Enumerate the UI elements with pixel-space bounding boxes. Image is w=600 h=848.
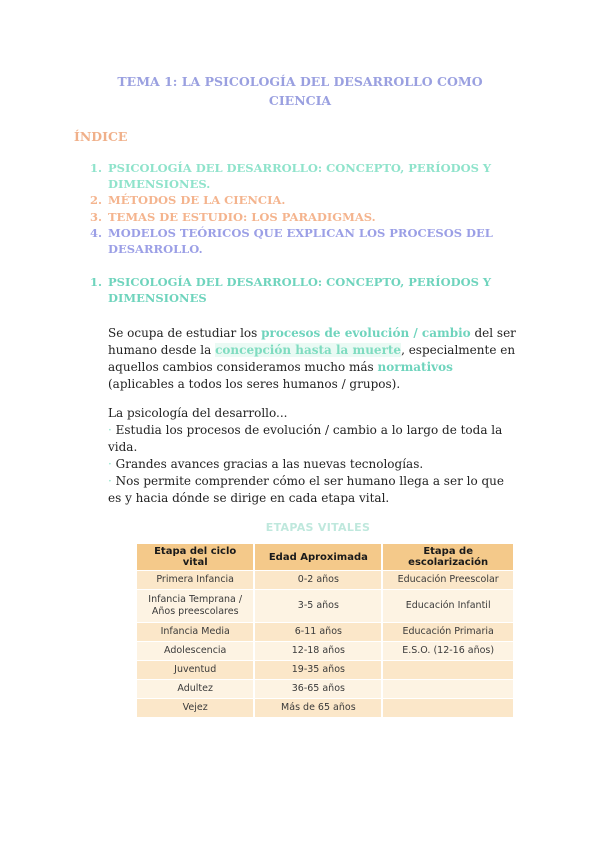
column-header: Etapa del ciclo vital bbox=[137, 544, 254, 571]
column-header: Edad Aproximada bbox=[254, 544, 382, 571]
table-cell: 36-65 años bbox=[254, 680, 382, 699]
table-header-row bbox=[137, 544, 513, 571]
table-cell: Primera Infancia bbox=[137, 571, 254, 590]
table-row bbox=[137, 623, 513, 642]
highlight-text: concepción hasta la muerte bbox=[215, 343, 402, 357]
table-cell: 19-35 años bbox=[254, 661, 382, 680]
index-item bbox=[90, 226, 510, 257]
list-item-text: Estudia los procesos de evolución / cambio a lo largo de toda la vida. bbox=[108, 423, 503, 454]
table-row bbox=[137, 661, 513, 680]
table-row bbox=[137, 590, 513, 623]
paragraph-text: Se ocupa de estudiar los bbox=[108, 326, 262, 340]
list-item bbox=[108, 456, 520, 473]
table-row bbox=[137, 699, 513, 718]
table-cell: E.S.O. (12-16 años) bbox=[382, 642, 513, 661]
paragraph-text: del ser humano desde la bbox=[108, 326, 516, 357]
index-text: PSICOLOGÍA DEL DESARROLLO: CONCEPTO, PERÍODOS Y DIMENSIONES. bbox=[108, 161, 492, 191]
index-text: MÉTODOS DE LA CIENCIA. bbox=[108, 193, 286, 207]
bullet-mark: · bbox=[108, 457, 112, 471]
highlight-text: procesos de evolución / cambio bbox=[261, 326, 471, 340]
life-stages-table bbox=[137, 543, 513, 717]
index-number: 2. bbox=[90, 193, 103, 207]
table-cell: Educación Preescolar bbox=[382, 571, 513, 590]
section-heading bbox=[90, 275, 510, 306]
table-title: ETAPAS VITALES bbox=[265, 521, 371, 534]
section-title: PSICOLOGÍA DEL DESARROLLO: CONCEPTO, PERÍODOS Y DIMENSIONES bbox=[108, 275, 492, 305]
index-number: 3. bbox=[90, 209, 103, 224]
table-cell: Más de 65 años bbox=[254, 699, 382, 718]
index-item bbox=[90, 161, 510, 192]
section-number: 1. bbox=[90, 275, 103, 289]
column-header: Etapa de escolarización bbox=[382, 544, 513, 571]
bullet-mark: · bbox=[108, 474, 112, 488]
table-cell: Educación Primaria bbox=[382, 623, 513, 642]
table-cell: 3-5 años bbox=[254, 590, 382, 623]
index-item bbox=[90, 210, 510, 226]
table-cell: 6-11 años bbox=[254, 623, 382, 642]
title-line-2: CIENCIA bbox=[268, 93, 332, 108]
list-item-text: Grandes avances gracias a las nuevas tecnologías. bbox=[111, 457, 424, 471]
title-line-1: TEMA 1: LA PSICOLOGÍA DEL DESARROLLO COMO bbox=[117, 74, 483, 89]
table-cell: Infancia Temprana / Años preescolares bbox=[137, 590, 254, 623]
table-cell: 0-2 años bbox=[254, 571, 382, 590]
table-cell: Adultez bbox=[137, 680, 254, 699]
index-number: 1. bbox=[90, 161, 103, 175]
table-cell bbox=[382, 661, 513, 680]
highlight-text: normativos bbox=[377, 360, 453, 374]
table-row bbox=[137, 680, 513, 699]
table-row bbox=[137, 571, 513, 590]
paragraph-features bbox=[108, 405, 520, 507]
index-text: TEMAS DE ESTUDIO: LOS PARADIGMAS. bbox=[108, 209, 376, 224]
table-cell: Vejez bbox=[137, 699, 254, 718]
paragraph-intro: La psicología del desarrollo... bbox=[108, 406, 288, 420]
index-heading: ÍNDICE bbox=[74, 129, 128, 144]
table-cell: Educación Infantil bbox=[382, 590, 513, 623]
table-cell: 12-18 años bbox=[254, 642, 382, 661]
list-item bbox=[108, 473, 520, 507]
list-item bbox=[108, 422, 520, 456]
table-cell bbox=[382, 680, 513, 699]
table-cell bbox=[382, 699, 513, 718]
table-cell: Adolescencia bbox=[137, 642, 254, 661]
paragraph-text: , especialmente en aquellos cambios consideramos mucho más bbox=[108, 343, 516, 374]
table-cell: Juventud bbox=[137, 661, 254, 680]
index-list bbox=[90, 161, 510, 258]
bullet-mark: · bbox=[108, 423, 112, 437]
index-item bbox=[90, 193, 510, 209]
paragraph-text: (aplicables a todos los seres humanos / grupos). bbox=[108, 377, 401, 391]
table-row bbox=[137, 642, 513, 661]
index-number: 4. bbox=[90, 226, 103, 240]
table-cell: Infancia Media bbox=[137, 623, 254, 642]
list-item-text: Nos permite comprender cómo el ser humano llega a ser lo que es y hacia dónde se dirige en cada etapa vital. bbox=[108, 474, 505, 505]
paragraph-definition bbox=[108, 325, 520, 393]
document-title bbox=[90, 72, 510, 110]
index-text: MODELOS TEÓRICOS QUE EXPLICAN LOS PROCESOS DEL DESARROLLO. bbox=[108, 226, 493, 256]
